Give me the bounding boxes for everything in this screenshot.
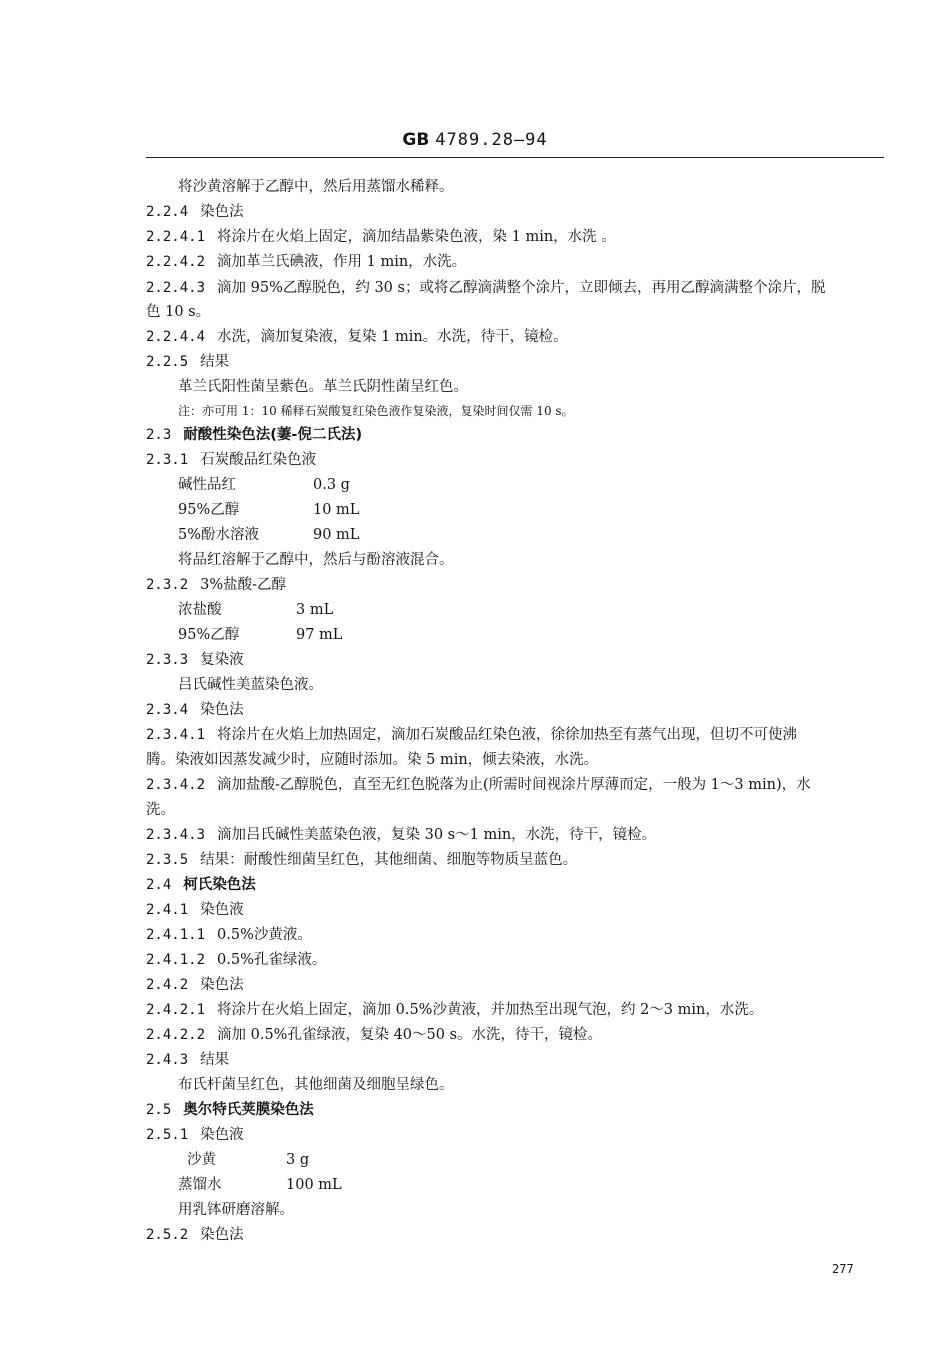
standard-prefix: GB	[402, 130, 430, 150]
section-heading: 2.4.1 染色液	[146, 902, 244, 918]
text-line: 将沙黄溶解于乙醇中，然后用蒸馏水稀释。	[178, 179, 454, 195]
recipe-amount: 3 mL	[296, 602, 334, 618]
recipe-amount: 10 mL	[313, 502, 360, 518]
paragraph-continuation: 腾。染液如因蒸发减少时，应随时添加。染 5 min，倾去染液，水洗。	[146, 752, 599, 768]
section-heading-bold: 2.3 耐酸性染色法(萋-倪二氏法)	[146, 427, 363, 443]
text-line: 布氏杆菌呈红色，其他细菌及细胞呈绿色。	[178, 1077, 454, 1093]
section-heading: 2.5.2 染色法	[146, 1227, 244, 1243]
recipe-item: 5%酚水溶液	[178, 527, 260, 543]
section-heading: 2.5.1 染色液	[146, 1127, 244, 1143]
paragraph-line: 2.2.4.4 水洗，滴加复染液，复染 1 min。水洗，待干，镜检。	[146, 329, 568, 345]
paragraph-continuation: 洗。	[146, 802, 175, 818]
paragraph-line: 2.2.4.2 滴加革兰氏碘液，作用 1 min，水洗。	[146, 254, 467, 270]
recipe-amount: 0.3 g	[313, 477, 350, 493]
text-line: 吕氏碱性美蓝染色液。	[178, 677, 323, 693]
recipe-item: 蒸馏水	[178, 1177, 222, 1193]
paragraph-line: 2.2.4.3 滴加 95%乙醇脱色，约 30 s；或将乙醇滴满整个涂片，立即倾去，再用乙醇滴满整个涂片，脱	[146, 280, 826, 296]
text-line: 将品红溶解于乙醇中，然后与酚溶液混合。	[178, 552, 454, 568]
section-heading: 2.4.2 染色法	[146, 977, 244, 993]
section-heading-bold: 2.5 奥尔特氏荚膜染色法	[146, 1102, 314, 1118]
section-heading: 2.4.3 结果	[146, 1052, 230, 1068]
paragraph-line: 2.3.4.1 将涂片在火焰上加热固定，滴加石炭酸品红染色液，徐徐加热至有蒸气出现，但切不可使沸	[146, 727, 798, 743]
section-heading: 2.3.1 石炭酸品红染色液	[146, 452, 317, 468]
page-header	[0, 130, 950, 150]
section-heading: 2.2.5 结果	[146, 354, 230, 370]
section-heading: 2.3.2 3%盐酸-乙醇	[146, 577, 287, 593]
section-heading: 2.2.4 染色法	[146, 204, 244, 220]
paragraph-line: 2.3.4.3 滴加吕氏碱性美蓝染色液，复染 30 s～1 min，水洗，待干，镜检。	[146, 827, 657, 843]
recipe-item: 沙黄	[187, 1152, 216, 1168]
paragraph-line: 2.3.4.2 滴加盐酸-乙醇脱色，直至无红色脱落为止(所需时间视涂片厚薄而定，一般为 1～3 min)，水	[146, 777, 811, 793]
recipe-item: 95%乙醇	[178, 502, 240, 518]
recipe-amount: 3 g	[286, 1152, 310, 1168]
note-line: 注：亦可用 1：10 稀释石炭酸复红染色液作复染液，复染时间仅需 10 s。	[178, 404, 574, 418]
standard-code: 4789.28—94	[435, 130, 548, 150]
recipe-item: 浓盐酸	[178, 602, 222, 618]
paragraph-line: 2.4.2.2 滴加 0.5%孔雀绿液，复染 40～50 s。水洗，待干，镜检。	[146, 1027, 603, 1043]
section-heading: 2.3.3 复染液	[146, 652, 244, 668]
section-heading: 2.3.4 染色法	[146, 702, 244, 718]
recipe-item: 碱性品红	[178, 477, 236, 493]
recipe-amount: 90 mL	[313, 527, 360, 543]
recipe-amount: 97 mL	[296, 627, 343, 643]
paragraph-continuation: 色 10 s。	[146, 304, 211, 320]
recipe-item: 95%乙醇	[178, 627, 240, 643]
text-line: 用乳钵研磨溶解。	[178, 1202, 294, 1218]
header-rule	[146, 157, 884, 158]
paragraph-line: 2.2.4.1 将涂片在火焰上固定，滴加结晶紫染色液，染 1 min，水洗 。	[146, 229, 616, 245]
paragraph-line: 2.4.1.1 0.5%沙黄液。	[146, 927, 312, 943]
paragraph-line: 2.4.1.2 0.5%孔雀绿液。	[146, 952, 327, 968]
recipe-amount: 100 mL	[286, 1177, 342, 1193]
paragraph-line: 2.3.5 结果：耐酸性细菌呈红色，其他细菌、细胞等物质呈蓝色。	[146, 852, 578, 868]
page-number: 277	[832, 1262, 854, 1276]
text-line: 革兰氏阳性菌呈紫色。革兰氏阴性菌呈红色。	[178, 379, 468, 395]
section-heading-bold: 2.4 柯氏染色法	[146, 877, 256, 893]
paragraph-line: 2.4.2.1 将涂片在火焰上固定，滴加 0.5%沙黄液，并加热至出现气泡，约 2～3 min，水洗。	[146, 1002, 764, 1018]
